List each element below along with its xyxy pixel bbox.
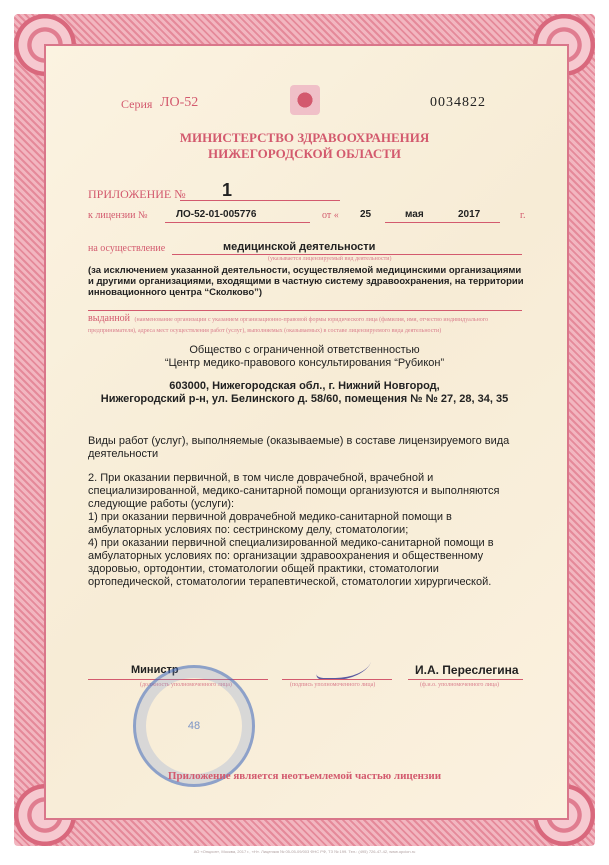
organization-address-1: 603000, Нижегородская обл., г. Нижний Новгород, [169, 380, 440, 392]
appendix-label: ПРИЛОЖЕНИЕ № [88, 187, 186, 201]
coat-of-arms-icon [290, 85, 320, 115]
ministry-line1: МИНИСТЕРСТВО ЗДРАВООХРАНЕНИЯ [179, 130, 430, 145]
organization-address-2: Нижегородский р-н, ул. Белинского д. 58/60, помещения № № 27, 28, 34, 35 [100, 393, 509, 405]
series-value: ЛО-52 [160, 95, 199, 110]
date-from-label: от « [322, 210, 339, 221]
printer-info: АО «Опцион», Москва, 2017 г., «Н». Лицензия № 05-05-09/003 ФНС РФ, ТЗ № 199. Тел.: (495) 726-47-42, www.opcion.ru [193, 849, 416, 854]
date-day: 25 [360, 209, 372, 220]
organization-type: Общество с ограниченной ответственностью [189, 344, 420, 356]
issued-label: выданной [88, 313, 131, 324]
works-heading: Виды работ (услуг), выполняемые (оказываемые) в составе лицензируемого вида деятельности [88, 435, 510, 460]
activity-exclusion: (за исключением указанной деятельности, осуществляемой медицинскими организациями и другими организациями, входящими в частную систему здравоохранения, на территории инновационного центра “Сколково”) [88, 265, 524, 298]
signer-position: Министр [131, 664, 179, 676]
license-number: ЛО-52-01-005776 [176, 209, 257, 220]
series-label: Серия [121, 97, 153, 111]
activity-caption: (указывается лицензируемый вид деятельности) [268, 256, 392, 262]
ministry-line2: НИЖЕГОРОДСКОЙ ОБЛАСТИ [207, 146, 402, 161]
date-year: 2017 [458, 209, 481, 220]
date-month: мая [405, 209, 424, 220]
seal-number: 48 [187, 720, 201, 732]
appendix-number: 1 [222, 180, 233, 200]
position-caption: (должность уполномоченного лица) [140, 682, 232, 688]
official-seal [133, 665, 255, 787]
issued-caption: (наименование организации с указанием организационно-правовой формы юридического лица (фамилия, имя, отчество индивидуального предпринимателя), адреса мест осуществления работ (услуг), выполняемых (оказываемых) в составе лицензируемого вида деятельности) [88, 317, 489, 334]
works-list: 2. При оказании первичной, в том числе доврачебной, врачебной и специализированной, медико-санитарной помощи организуются и выполняются следующие работы (услуги): 1) при оказании первичной доврачебной медико-санитарной помощи в амбулаторных условиях по: сестринскому делу, стоматологии; 4) при оказании первичной специализированной медико-санитарной помощи в амбулаторных условиях по: организации здравоохранения и общественному здоровью, ортодонтии, стоматологии общей практики, стоматологии ортопедической, стоматологии терапевтической, стоматологии хирургической. [88, 472, 500, 588]
signer-name: И.А. Переслегина [415, 663, 519, 677]
year-suffix: г. [520, 210, 526, 221]
license-label: к лицензии № [88, 210, 148, 221]
name-caption: (ф.и.о. уполномоченного лица) [420, 682, 499, 688]
form-number: 0034822 [430, 95, 486, 110]
activity-value: медицинской деятельности [223, 241, 376, 253]
activity-label: на осуществление [88, 243, 166, 254]
organization-name: “Центр медико-правового консультирования “Рубикон” [164, 357, 445, 369]
appendix-note: Приложение является неотъемлемой частью лицензии [167, 770, 442, 782]
sign-caption: (подпись уполномоченного лица) [290, 682, 376, 688]
